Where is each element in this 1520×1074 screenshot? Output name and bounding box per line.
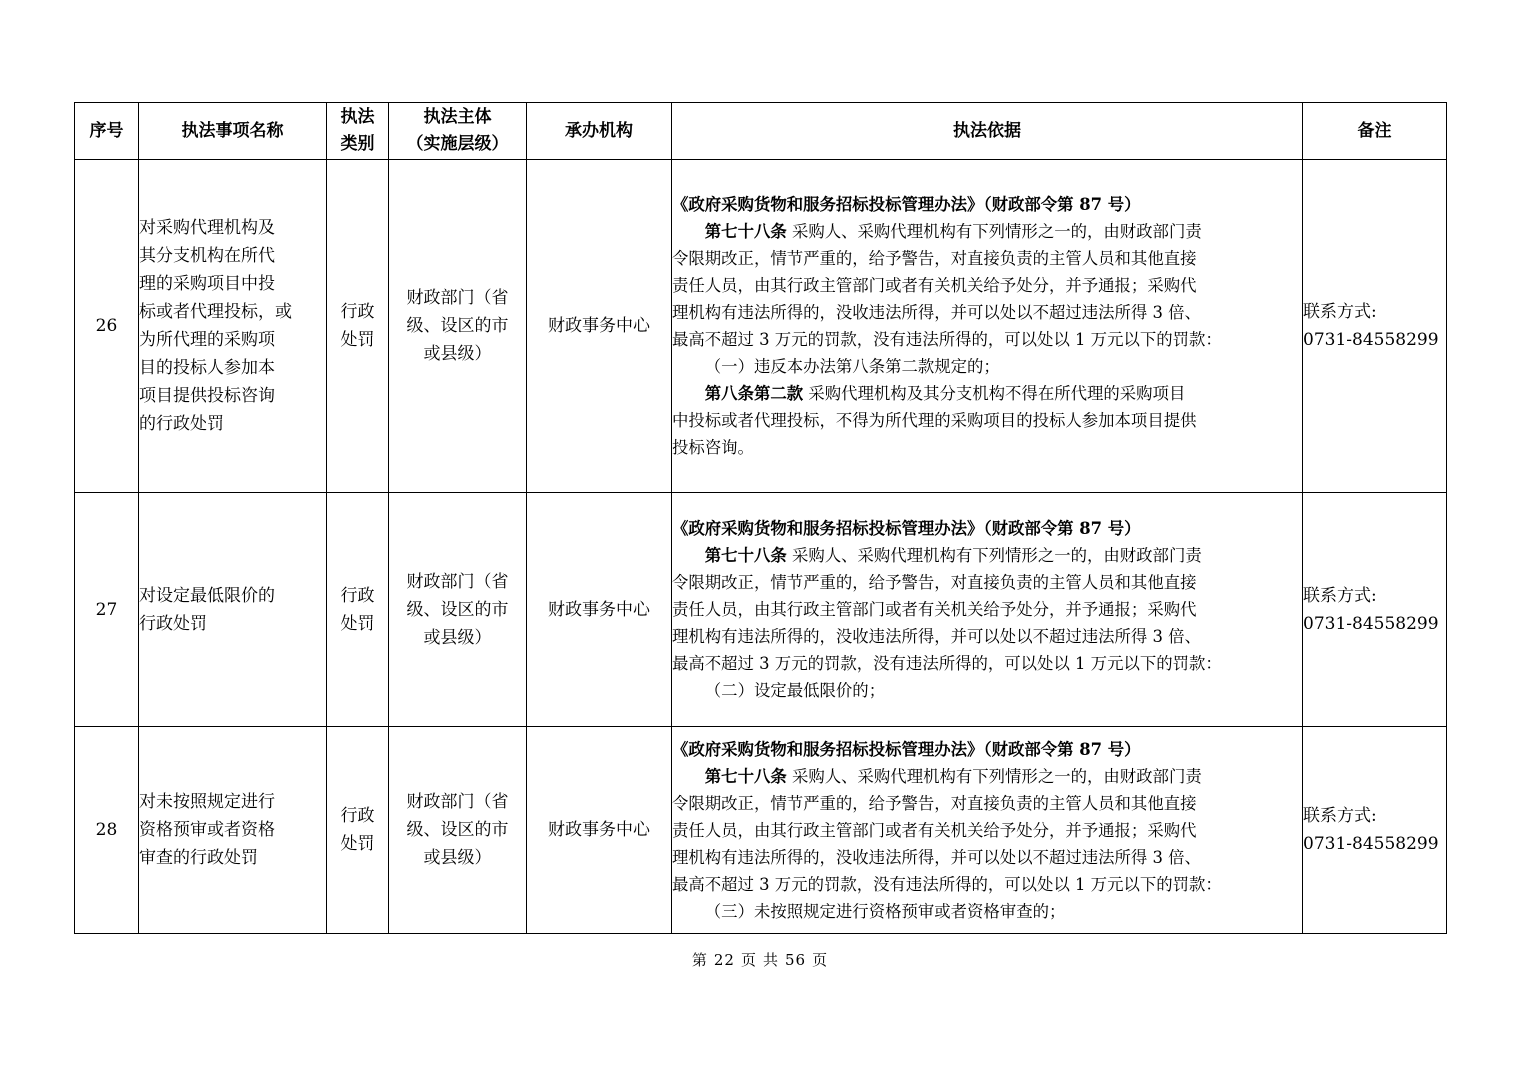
row-category [327, 493, 389, 727]
row-subject [389, 160, 527, 493]
table-row [75, 160, 1447, 493]
header-item-name: 执法事项名称 [139, 103, 327, 160]
article-text: 采购人、采购代理机构有下列情形之一的，由财政部门责 [791, 546, 1202, 565]
row-item-name-line: 审查的行政处罚 [139, 848, 258, 868]
row-seq: 28 [75, 727, 139, 934]
row-category-line: 处罚 [340, 330, 375, 350]
row-item-name-line: 目的投标人参加本 [139, 358, 275, 378]
row-category-line: 处罚 [340, 613, 375, 634]
total-pages: 56 [785, 951, 807, 969]
row-subject-line: 或县级） [423, 848, 492, 868]
row-category-line: 处罚 [340, 834, 375, 854]
row-subject-line: 级、设区的市 [406, 316, 509, 336]
clause: （一）违反本办法第八条第二款规定的； [704, 357, 1000, 376]
article-line: 理机构有违法所得的，没收违法所得，并可以处以不超过违法所得 3 倍、 [672, 303, 1201, 322]
row-subject [389, 727, 527, 934]
row-category [327, 727, 389, 934]
row-agency: 财政事务中心 [527, 160, 672, 493]
header-category-line1: 执法 [340, 107, 375, 127]
enforcement-table [74, 102, 1447, 934]
remark-label: 联系方式: [1303, 806, 1377, 826]
row-item-name-line: 行政处罚 [139, 613, 207, 634]
row-subject-line: 或县级） [423, 344, 492, 364]
row-basis [672, 160, 1303, 493]
extra-text: 采购代理机构及其分支机构不得在所代理的采购项目 [808, 384, 1186, 403]
row-category [327, 160, 389, 493]
page-number: 22 [713, 951, 735, 969]
footer-total-word: 共 [763, 951, 780, 969]
article-line: 令限期改正，情节严重的，给予警告，对直接负责的主管人员和其他直接 [672, 249, 1197, 268]
extra-first-line [672, 380, 1302, 407]
extra-line: 中投标或者代理投标，不得为所代理的采购项目的投标人参加本项目提供 [672, 411, 1197, 430]
article-label: 第七十八条 [704, 546, 787, 565]
remark-label: 联系方式: [1303, 585, 1377, 606]
row-item-name-line: 标或者代理投标，或 [139, 302, 292, 322]
remark-phone: 0731-84558299 [1303, 330, 1439, 350]
row-remarks [1303, 493, 1447, 727]
row-subject-line: 财政部门（省 [406, 288, 509, 308]
extra-label: 第八条第二款 [704, 384, 804, 403]
row-basis [672, 727, 1303, 934]
article-label: 第七十八条 [704, 222, 787, 241]
header-category-line2: 类别 [340, 134, 375, 154]
row-subject-line: 财政部门（省 [406, 792, 509, 812]
row-item-name [139, 727, 327, 934]
header-agency: 承办机构 [527, 103, 672, 160]
row-subject-line: 或县级） [423, 627, 492, 648]
header-basis: 执法依据 [672, 103, 1303, 160]
footer-page-word: 页 [740, 951, 757, 969]
row-remarks [1303, 727, 1447, 934]
row-agency: 财政事务中心 [527, 727, 672, 934]
article-first-line [672, 218, 1302, 245]
header-category [327, 103, 389, 160]
row-item-name-line: 为所代理的采购项 [139, 330, 275, 350]
remark-phone: 0731-84558299 [1303, 834, 1439, 854]
row-basis [672, 493, 1303, 727]
article-text: 采购人、采购代理机构有下列情形之一的，由财政部门责 [791, 222, 1202, 241]
law-title: 《政府采购货物和服务招标投标管理办法》（财政部令第 87 号） [672, 739, 1141, 759]
extra-line: 投标咨询。 [672, 438, 754, 457]
row-remarks [1303, 160, 1447, 493]
row-seq: 26 [75, 160, 139, 493]
row-item-name-line: 项目提供投标咨询 [139, 386, 275, 406]
row-subject-line: 级、设区的市 [406, 599, 509, 620]
table-row [75, 727, 1447, 934]
article-line: 令限期改正，情节严重的，给予警告，对直接负责的主管人员和其他直接 [672, 573, 1197, 592]
row-item-name-line: 资格预审或者资格 [139, 820, 275, 840]
row-seq: 27 [75, 493, 139, 727]
law-title: 《政府采购货物和服务招标投标管理办法》（财政部令第 87 号） [672, 195, 1141, 214]
row-item-name [139, 493, 327, 727]
header-remarks: 备注 [1303, 103, 1447, 160]
article-first-line [672, 763, 1302, 790]
article-label: 第七十八条 [704, 766, 787, 786]
header-subject-line1: 执法主体 [423, 107, 492, 127]
header-subject-line2: （实施层级） [406, 134, 509, 154]
page-footer [0, 949, 1520, 970]
header-subject [389, 103, 527, 160]
footer-prefix: 第 [691, 951, 708, 969]
article-line: 责任人员，由其行政主管部门或者有关机关给予处分，并予通报；采购代 [672, 820, 1197, 840]
row-item-name-line: 对采购代理机构及 [139, 218, 275, 238]
table-row [75, 493, 1447, 727]
article-line: 责任人员，由其行政主管部门或者有关机关给予处分，并予通报；采购代 [672, 276, 1197, 295]
article-line: 理机构有违法所得的，没收违法所得，并可以处以不超过违法所得 3 倍、 [672, 847, 1201, 867]
header-row [75, 103, 1447, 160]
header-seq: 序号 [75, 103, 139, 160]
footer-page-word-2: 页 [812, 951, 829, 969]
row-agency: 财政事务中心 [527, 493, 672, 727]
row-item-name-line: 的行政处罚 [139, 414, 224, 434]
article-line: 最高不超过 3 万元的罚款，没有违法所得的，可以处以 1 万元以下的罚款： [672, 330, 1222, 349]
row-subject [389, 493, 527, 727]
row-item-name [139, 160, 327, 493]
row-subject-line: 级、设区的市 [406, 820, 509, 840]
article-line: 责任人员，由其行政主管部门或者有关机关给予处分，并予通报；采购代 [672, 600, 1197, 619]
clause: （二）设定最低限价的； [704, 681, 886, 700]
row-item-name-line: 其分支机构在所代 [139, 246, 275, 266]
row-category-line: 行政 [340, 585, 375, 606]
law-title: 《政府采购货物和服务招标投标管理办法》（财政部令第 87 号） [672, 519, 1141, 538]
article-first-line [672, 542, 1302, 569]
article-text: 采购人、采购代理机构有下列情形之一的，由财政部门责 [791, 766, 1202, 786]
clause: （三）未按照规定进行资格预审或者资格审查的； [704, 901, 1066, 921]
row-category-line: 行政 [340, 302, 375, 322]
remark-phone: 0731-84558299 [1303, 613, 1439, 634]
article-line: 理机构有违法所得的，没收违法所得，并可以处以不超过违法所得 3 倍、 [672, 627, 1201, 646]
row-item-name-line: 对未按照规定进行 [139, 792, 275, 812]
article-line: 最高不超过 3 万元的罚款，没有违法所得的，可以处以 1 万元以下的罚款： [672, 654, 1222, 673]
row-subject-line: 财政部门（省 [406, 571, 509, 592]
row-item-name-line: 对设定最低限价的 [139, 585, 275, 606]
article-line: 令限期改正，情节严重的，给予警告，对直接负责的主管人员和其他直接 [672, 793, 1197, 813]
row-item-name-line: 理的采购项目中投 [139, 274, 275, 294]
remark-label: 联系方式: [1303, 302, 1377, 322]
row-category-line: 行政 [340, 806, 375, 826]
article-line: 最高不超过 3 万元的罚款，没有违法所得的，可以处以 1 万元以下的罚款： [672, 874, 1222, 894]
